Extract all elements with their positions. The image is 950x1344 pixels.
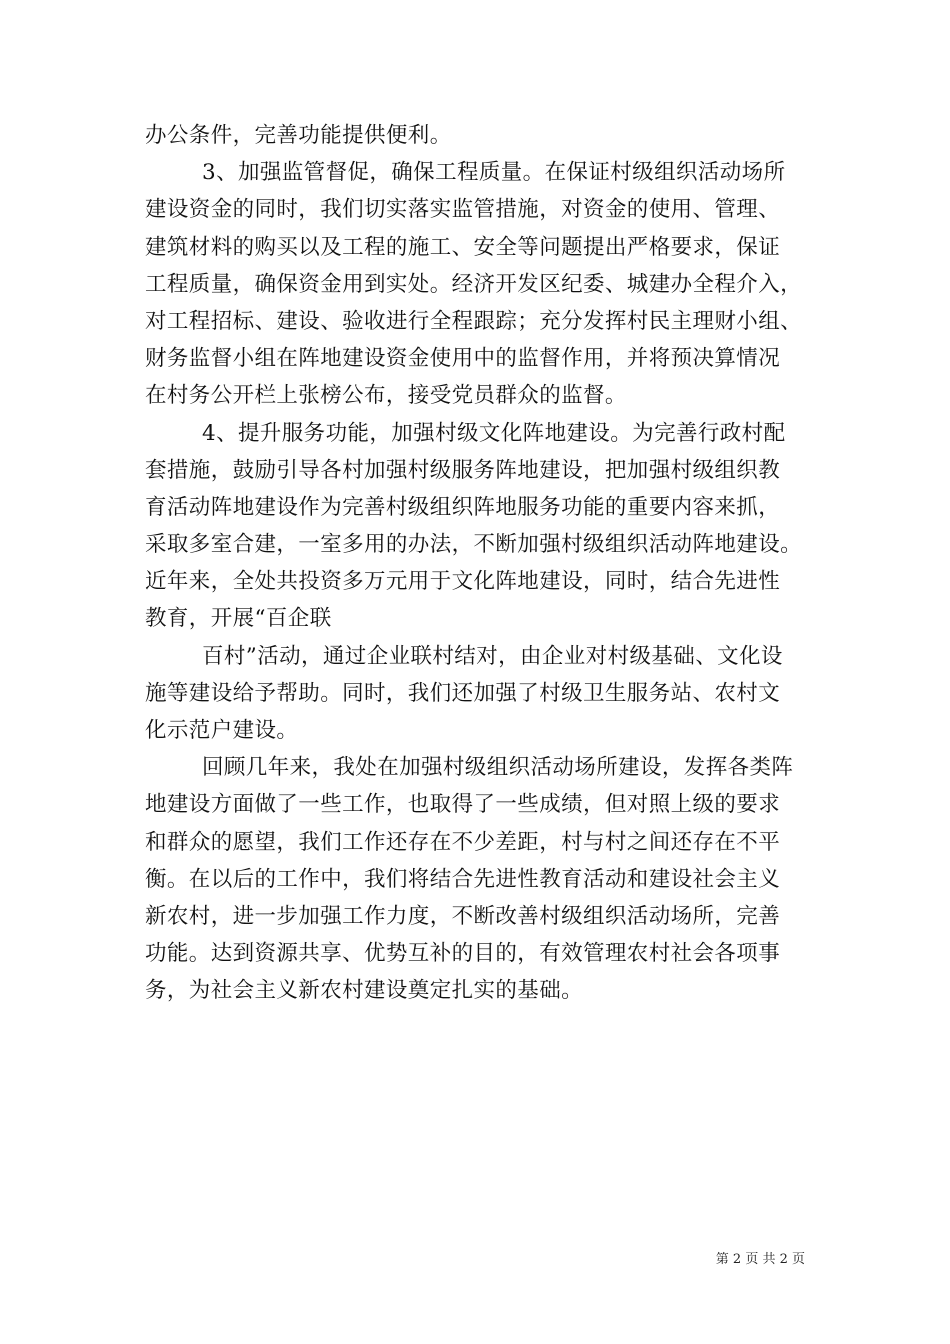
text-line: 化示范户建设。 (145, 718, 299, 743)
text-line: 和群众的愿望，我们工作还存在不少差距，村与村之间还存在不平 (145, 829, 781, 855)
text-line: 对工程招标、建设、验收进行全程跟踪；充分发挥村民主理财小组、 (145, 308, 803, 334)
text-line: 套措施，鼓励引导各村加强村级服务阵地建设，把加强村级组织教 (145, 457, 781, 483)
text-line: 办公条件，完善功能提供便利。 (145, 123, 452, 148)
text-line: 4、提升服务功能，加强村级文化阵地建设。为完善行政村配 (202, 420, 786, 446)
text-line: 财务监督小组在阵地建设资金使用中的监督作用，并将预决算情况 (145, 346, 781, 372)
text-line: 回顾几年来，我处在加强村级组织活动场所建设，发挥各类阵 (202, 755, 794, 781)
text-line: 工程质量，确保资金用到实处。经济开发区纪委、城建办全程介入， (145, 271, 803, 297)
page-number-footer: 第 2 页 共 2 页 (715, 1252, 805, 1267)
text-line: 衡。在以后的工作中，我们将结合先进性教育活动和建设社会主义 (145, 866, 781, 892)
text-line: 建设资金的同时，我们切实落实监管措施，对资金的使用、管理、 (145, 197, 781, 223)
text-line: 采取多室合建，一室多用的办法，不断加强村级组织活动阵地建设。 (145, 532, 803, 558)
body-text (145, 117, 825, 1010)
text-line: 近年来，全处共投资多万元用于文化阵地建设，同时，结合先进性 (145, 569, 781, 595)
text-line: 3、加强监管督促，确保工程质量。在保证村级组织活动场所 (202, 160, 786, 186)
text-line: 百村”活动，通过企业联村结对，由企业对村级基础、文化设 (202, 643, 783, 669)
text-line: 功能。达到资源共享、优势互补的目的，有效管理农村社会各项事 (145, 941, 781, 967)
text-line: 育活动阵地建设作为完善村级组织阵地服务功能的重要内容来抓， (145, 494, 781, 520)
text-line: 教育，开展“百企联 (145, 606, 332, 632)
text-line: 建筑材料的购买以及工程的施工、安全等问题提出严格要求，保证 (145, 234, 781, 260)
text-line: 新农村，进一步加强工作力度，不断改善村级组织活动场所，完善 (145, 903, 781, 929)
text-line: 在村务公开栏上张榜公布，接受党员群众的监督。 (145, 383, 627, 409)
text-line: 务，为社会主义新农村建设奠定扎实的基础。 (145, 978, 584, 1004)
text-line: 施等建设给予帮助。同时，我们还加强了村级卫生服务站、农村文 (145, 680, 781, 706)
text-line: 地建设方面做了一些工作，也取得了一些成绩，但对照上级的要求 (145, 792, 781, 818)
